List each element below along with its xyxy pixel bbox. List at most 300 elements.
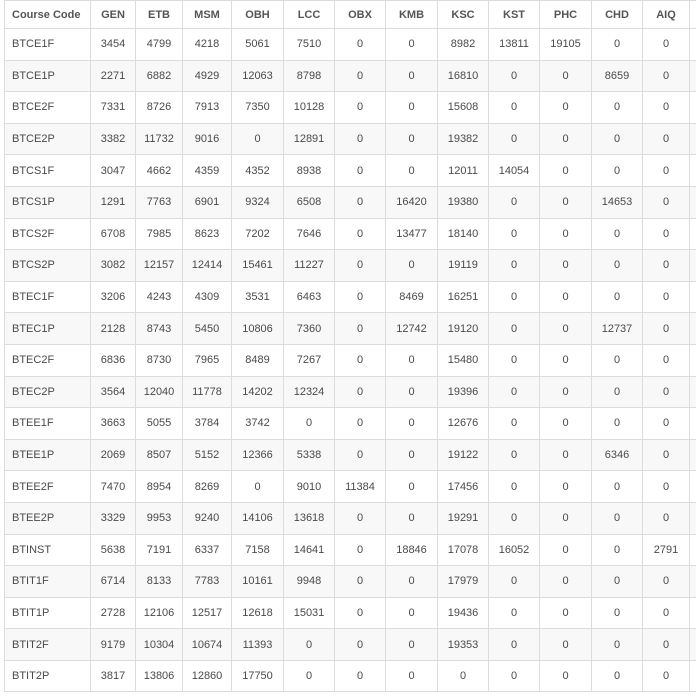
table-cell: 14641 (284, 534, 335, 566)
course-code-cell: BTEC2F (5, 344, 91, 376)
table-cell: 0 (540, 502, 592, 534)
table-cell: 12324 (284, 376, 335, 408)
table-cell: 0 (335, 439, 386, 471)
table-cell: 0 (540, 629, 592, 661)
table-row (5, 313, 696, 345)
cutoff-table (4, 0, 696, 692)
table-row (5, 408, 696, 440)
column-header-course-code: Course Code (5, 1, 91, 29)
table-cell: 9324 (232, 186, 284, 218)
table-cell: 11227 (284, 250, 335, 282)
table-cell: 0 (592, 408, 643, 440)
table-cell: 0 (335, 313, 386, 345)
table-cell: 0 (284, 660, 335, 692)
table-cell: 16810 (438, 60, 489, 92)
table-cell: 7510 (284, 29, 335, 61)
overflow-cell (690, 660, 696, 692)
table-cell: 0 (592, 471, 643, 503)
table-cell: 9948 (284, 566, 335, 598)
table-cell: 17979 (438, 566, 489, 598)
table-cell: 0 (592, 218, 643, 250)
table-cell: 16420 (386, 186, 438, 218)
table-cell: 11384 (335, 471, 386, 503)
table-cell: 0 (643, 281, 690, 313)
course-code-cell: BTEE1F (5, 408, 91, 440)
course-code-cell: BTIT2P (5, 660, 91, 692)
table-cell: 0 (592, 597, 643, 629)
table-cell: 8743 (136, 313, 183, 345)
table-cell: 0 (643, 597, 690, 629)
table-cell: 0 (489, 566, 540, 598)
column-header-aiq: AIQ (643, 1, 690, 29)
table-row (5, 534, 696, 566)
table-cell: 0 (386, 250, 438, 282)
table-cell: 4243 (136, 281, 183, 313)
course-code-cell: BTEE1P (5, 439, 91, 471)
table-cell: 5338 (284, 439, 335, 471)
table-cell: 13477 (386, 218, 438, 250)
table-cell: 0 (386, 471, 438, 503)
table-row (5, 218, 696, 250)
table-cell: 0 (592, 344, 643, 376)
table-cell: 0 (489, 439, 540, 471)
table-cell: 15480 (438, 344, 489, 376)
table-cell: 5055 (136, 408, 183, 440)
column-header-msm: MSM (183, 1, 232, 29)
table-cell: 4359 (183, 155, 232, 187)
table-cell: 3454 (91, 29, 136, 61)
course-code-cell: BTEE2F (5, 471, 91, 503)
table-cell: 14202 (232, 376, 284, 408)
table-cell: 16052 (489, 534, 540, 566)
table-cell: 5152 (183, 439, 232, 471)
course-code-cell: BTINST (5, 534, 91, 566)
table-cell: 19120 (438, 313, 489, 345)
table-cell: 8469 (386, 281, 438, 313)
table-cell: 0 (643, 471, 690, 503)
table-cell: 8507 (136, 439, 183, 471)
table-cell: 0 (386, 597, 438, 629)
course-code-cell: BTCE2F (5, 92, 91, 124)
table-cell: 10806 (232, 313, 284, 345)
table-cell: 7763 (136, 186, 183, 218)
table-cell: 0 (592, 660, 643, 692)
table-cell: 0 (489, 123, 540, 155)
table-cell: 0 (386, 155, 438, 187)
table-cell: 0 (643, 376, 690, 408)
table-cell: 0 (592, 155, 643, 187)
table-cell: 4799 (136, 29, 183, 61)
table-cell: 7965 (183, 344, 232, 376)
table-cell: 0 (386, 376, 438, 408)
table-cell: 0 (232, 123, 284, 155)
table-cell: 0 (592, 629, 643, 661)
table-cell: 0 (592, 376, 643, 408)
table-cell: 7470 (91, 471, 136, 503)
course-code-cell: BTEE2P (5, 502, 91, 534)
table-cell: 0 (643, 502, 690, 534)
table-cell: 0 (335, 281, 386, 313)
table-cell: 2271 (91, 60, 136, 92)
table-cell: 0 (540, 218, 592, 250)
column-header-kst: KST (489, 1, 540, 29)
table-cell: 6882 (136, 60, 183, 92)
table-cell: 0 (592, 250, 643, 282)
table-cell: 19436 (438, 597, 489, 629)
table-cell: 19119 (438, 250, 489, 282)
table-cell: 0 (540, 313, 592, 345)
table-cell: 11393 (232, 629, 284, 661)
table-cell: 5061 (232, 29, 284, 61)
table-cell: 3047 (91, 155, 136, 187)
course-code-cell: BTCS1P (5, 186, 91, 218)
table-cell: 0 (540, 660, 592, 692)
course-code-cell: BTCE1F (5, 29, 91, 61)
table-cell: 0 (232, 471, 284, 503)
table-cell: 0 (335, 344, 386, 376)
table-cell: 0 (489, 186, 540, 218)
table-cell: 3206 (91, 281, 136, 313)
column-header-obh: OBH (232, 1, 284, 29)
table-cell: 0 (335, 502, 386, 534)
table-cell: 0 (335, 92, 386, 124)
table-cell: 15461 (232, 250, 284, 282)
course-code-cell: BTIT1F (5, 566, 91, 598)
table-cell: 12414 (183, 250, 232, 282)
table-cell: 6346 (592, 439, 643, 471)
table-cell: 0 (540, 376, 592, 408)
table-cell: 8798 (284, 60, 335, 92)
table-cell: 19396 (438, 376, 489, 408)
table-cell: 0 (643, 92, 690, 124)
table-cell: 12742 (386, 313, 438, 345)
table-row (5, 344, 696, 376)
table-cell: 0 (643, 250, 690, 282)
table-cell: 0 (386, 29, 438, 61)
table-body (5, 29, 696, 692)
table-cell: 3742 (232, 408, 284, 440)
table-cell: 0 (540, 534, 592, 566)
table-cell: 18846 (386, 534, 438, 566)
table-cell: 13618 (284, 502, 335, 534)
table-cell: 0 (592, 123, 643, 155)
course-code-cell: BTEC2P (5, 376, 91, 408)
table-cell: 12517 (183, 597, 232, 629)
table-cell: 0 (335, 29, 386, 61)
table-cell: 0 (540, 439, 592, 471)
course-code-cell: BTEC1F (5, 281, 91, 313)
course-code-cell: BTCS1F (5, 155, 91, 187)
table-cell: 0 (489, 313, 540, 345)
table-row (5, 29, 696, 61)
cutoff-table-container (4, 0, 696, 700)
table-cell: 7646 (284, 218, 335, 250)
table-cell: 6714 (91, 566, 136, 598)
overflow-cell (690, 313, 696, 345)
table-cell: 12618 (232, 597, 284, 629)
overflow-cell (690, 344, 696, 376)
table-cell: 8730 (136, 344, 183, 376)
table-cell: 8659 (592, 60, 643, 92)
table-cell: 0 (386, 439, 438, 471)
table-cell: 16251 (438, 281, 489, 313)
table-cell: 6337 (183, 534, 232, 566)
table-cell: 8938 (284, 155, 335, 187)
table-cell: 0 (489, 597, 540, 629)
table-row (5, 123, 696, 155)
table-cell: 11732 (136, 123, 183, 155)
table-cell: 0 (643, 344, 690, 376)
table-cell: 0 (540, 60, 592, 92)
table-cell: 0 (643, 660, 690, 692)
table-cell: 3817 (91, 660, 136, 692)
table-cell: 15608 (438, 92, 489, 124)
overflow-cell (690, 376, 696, 408)
column-header-kmb: KMB (386, 1, 438, 29)
table-cell: 0 (540, 471, 592, 503)
table-cell: 0 (284, 629, 335, 661)
table-cell: 10161 (232, 566, 284, 598)
table-cell: 18140 (438, 218, 489, 250)
table-row (5, 629, 696, 661)
table-cell: 3784 (183, 408, 232, 440)
table-cell: 0 (592, 92, 643, 124)
table-cell: 14054 (489, 155, 540, 187)
table-row (5, 60, 696, 92)
table-cell: 8133 (136, 566, 183, 598)
table-cell: 3382 (91, 123, 136, 155)
table-cell: 4662 (136, 155, 183, 187)
table-cell: 0 (489, 218, 540, 250)
table-cell: 0 (540, 566, 592, 598)
table-cell: 12106 (136, 597, 183, 629)
table-cell: 7331 (91, 92, 136, 124)
table-row (5, 376, 696, 408)
overflow-cell (690, 597, 696, 629)
table-cell: 0 (386, 566, 438, 598)
table-row (5, 250, 696, 282)
table-cell: 0 (643, 313, 690, 345)
table-row (5, 566, 696, 598)
table-cell: 0 (335, 660, 386, 692)
table-cell: 0 (643, 123, 690, 155)
course-code-cell: BTCE2P (5, 123, 91, 155)
table-cell: 0 (643, 408, 690, 440)
overflow-cell (690, 281, 696, 313)
table-cell: 0 (489, 471, 540, 503)
table-cell: 9016 (183, 123, 232, 155)
table-cell: 8623 (183, 218, 232, 250)
table-cell: 5450 (183, 313, 232, 345)
table-cell: 13806 (136, 660, 183, 692)
table-cell: 3082 (91, 250, 136, 282)
table-cell: 7267 (284, 344, 335, 376)
table-cell: 0 (335, 155, 386, 187)
table-cell: 0 (592, 534, 643, 566)
table-cell: 0 (489, 408, 540, 440)
table-cell: 17078 (438, 534, 489, 566)
table-cell: 0 (335, 218, 386, 250)
table-cell: 6508 (284, 186, 335, 218)
table-cell: 0 (643, 629, 690, 661)
table-cell: 9240 (183, 502, 232, 534)
table-cell: 19105 (540, 29, 592, 61)
overflow-cell (690, 408, 696, 440)
table-cell: 12891 (284, 123, 335, 155)
course-code-cell: BTCE1P (5, 60, 91, 92)
table-cell: 19382 (438, 123, 489, 155)
table-header (5, 1, 696, 29)
table-cell: 4929 (183, 60, 232, 92)
table-row (5, 186, 696, 218)
table-row (5, 439, 696, 471)
table-cell: 6463 (284, 281, 335, 313)
overflow-cell (690, 502, 696, 534)
table-cell: 7783 (183, 566, 232, 598)
table-cell: 10674 (183, 629, 232, 661)
table-cell: 13811 (489, 29, 540, 61)
table-cell: 0 (386, 629, 438, 661)
table-cell: 12011 (438, 155, 489, 187)
table-cell: 17456 (438, 471, 489, 503)
table-cell: 7985 (136, 218, 183, 250)
table-cell: 3329 (91, 502, 136, 534)
table-cell: 3531 (232, 281, 284, 313)
table-cell: 0 (489, 344, 540, 376)
table-cell: 0 (540, 344, 592, 376)
table-cell: 19291 (438, 502, 489, 534)
table-cell: 0 (489, 281, 540, 313)
table-cell: 9010 (284, 471, 335, 503)
table-cell: 2791 (643, 534, 690, 566)
table-cell: 14106 (232, 502, 284, 534)
table-cell: 0 (489, 502, 540, 534)
overflow-cell (690, 439, 696, 471)
course-code-cell: BTCS2P (5, 250, 91, 282)
table-cell: 0 (643, 566, 690, 598)
table-cell: 4218 (183, 29, 232, 61)
table-cell: 6708 (91, 218, 136, 250)
table-cell: 0 (386, 123, 438, 155)
table-row (5, 502, 696, 534)
table-cell: 19353 (438, 629, 489, 661)
table-cell: 0 (540, 155, 592, 187)
table-row (5, 471, 696, 503)
table-cell: 6901 (183, 186, 232, 218)
table-row (5, 281, 696, 313)
table-cell: 0 (592, 502, 643, 534)
table-cell: 12860 (183, 660, 232, 692)
table-cell: 2069 (91, 439, 136, 471)
table-cell: 4352 (232, 155, 284, 187)
table-cell: 17750 (232, 660, 284, 692)
column-header-obx: OBX (335, 1, 386, 29)
table-cell: 0 (540, 408, 592, 440)
table-cell: 7202 (232, 218, 284, 250)
table-cell: 12157 (136, 250, 183, 282)
column-header-ksc: KSC (438, 1, 489, 29)
table-cell: 10304 (136, 629, 183, 661)
table-cell: 7360 (284, 313, 335, 345)
table-cell: 0 (438, 660, 489, 692)
overflow-cell (690, 60, 696, 92)
table-cell: 0 (386, 344, 438, 376)
table-cell: 0 (540, 123, 592, 155)
table-cell: 0 (643, 29, 690, 61)
overflow-cell (690, 186, 696, 218)
table-cell: 0 (386, 502, 438, 534)
overflow-cell (690, 155, 696, 187)
column-header-phc: PHC (540, 1, 592, 29)
table-cell: 3663 (91, 408, 136, 440)
table-cell: 9953 (136, 502, 183, 534)
table-cell: 2728 (91, 597, 136, 629)
table-cell: 5638 (91, 534, 136, 566)
table-cell: 0 (335, 566, 386, 598)
table-cell: 0 (335, 60, 386, 92)
table-cell: 0 (643, 218, 690, 250)
table-cell: 0 (540, 281, 592, 313)
table-cell: 0 (386, 660, 438, 692)
table-cell: 0 (592, 566, 643, 598)
table-cell: 0 (489, 92, 540, 124)
table-cell: 7158 (232, 534, 284, 566)
table-cell: 0 (335, 629, 386, 661)
table-cell: 0 (643, 439, 690, 471)
course-code-cell: BTCS2F (5, 218, 91, 250)
table-cell: 12040 (136, 376, 183, 408)
overflow-cell (690, 471, 696, 503)
table-cell: 0 (335, 250, 386, 282)
table-cell: 8269 (183, 471, 232, 503)
table-cell: 0 (386, 92, 438, 124)
overflow-cell (690, 566, 696, 598)
table-cell: 19380 (438, 186, 489, 218)
table-cell: 0 (335, 186, 386, 218)
table-cell: 0 (592, 29, 643, 61)
table-cell: 0 (489, 629, 540, 661)
table-cell: 8982 (438, 29, 489, 61)
course-code-cell: BTEC1P (5, 313, 91, 345)
table-cell: 19122 (438, 439, 489, 471)
table-cell: 12676 (438, 408, 489, 440)
table-cell: 0 (592, 281, 643, 313)
overflow-cell (690, 29, 696, 61)
table-cell: 7191 (136, 534, 183, 566)
table-cell: 0 (540, 92, 592, 124)
table-cell: 0 (489, 660, 540, 692)
overflow-cell (690, 250, 696, 282)
table-cell: 0 (489, 60, 540, 92)
table-cell: 4309 (183, 281, 232, 313)
course-code-cell: BTIT2F (5, 629, 91, 661)
course-code-cell: BTIT1P (5, 597, 91, 629)
table-cell: 11778 (183, 376, 232, 408)
overflow-cell (690, 123, 696, 155)
overflow-cell (690, 92, 696, 124)
table-row (5, 92, 696, 124)
table-cell: 9179 (91, 629, 136, 661)
table-cell: 0 (284, 408, 335, 440)
table-cell: 0 (540, 597, 592, 629)
table-cell: 8489 (232, 344, 284, 376)
table-cell: 12737 (592, 313, 643, 345)
table-cell: 8726 (136, 92, 183, 124)
table-cell: 0 (335, 123, 386, 155)
table-row (5, 155, 696, 187)
table-cell: 0 (643, 60, 690, 92)
header-row (5, 1, 696, 29)
